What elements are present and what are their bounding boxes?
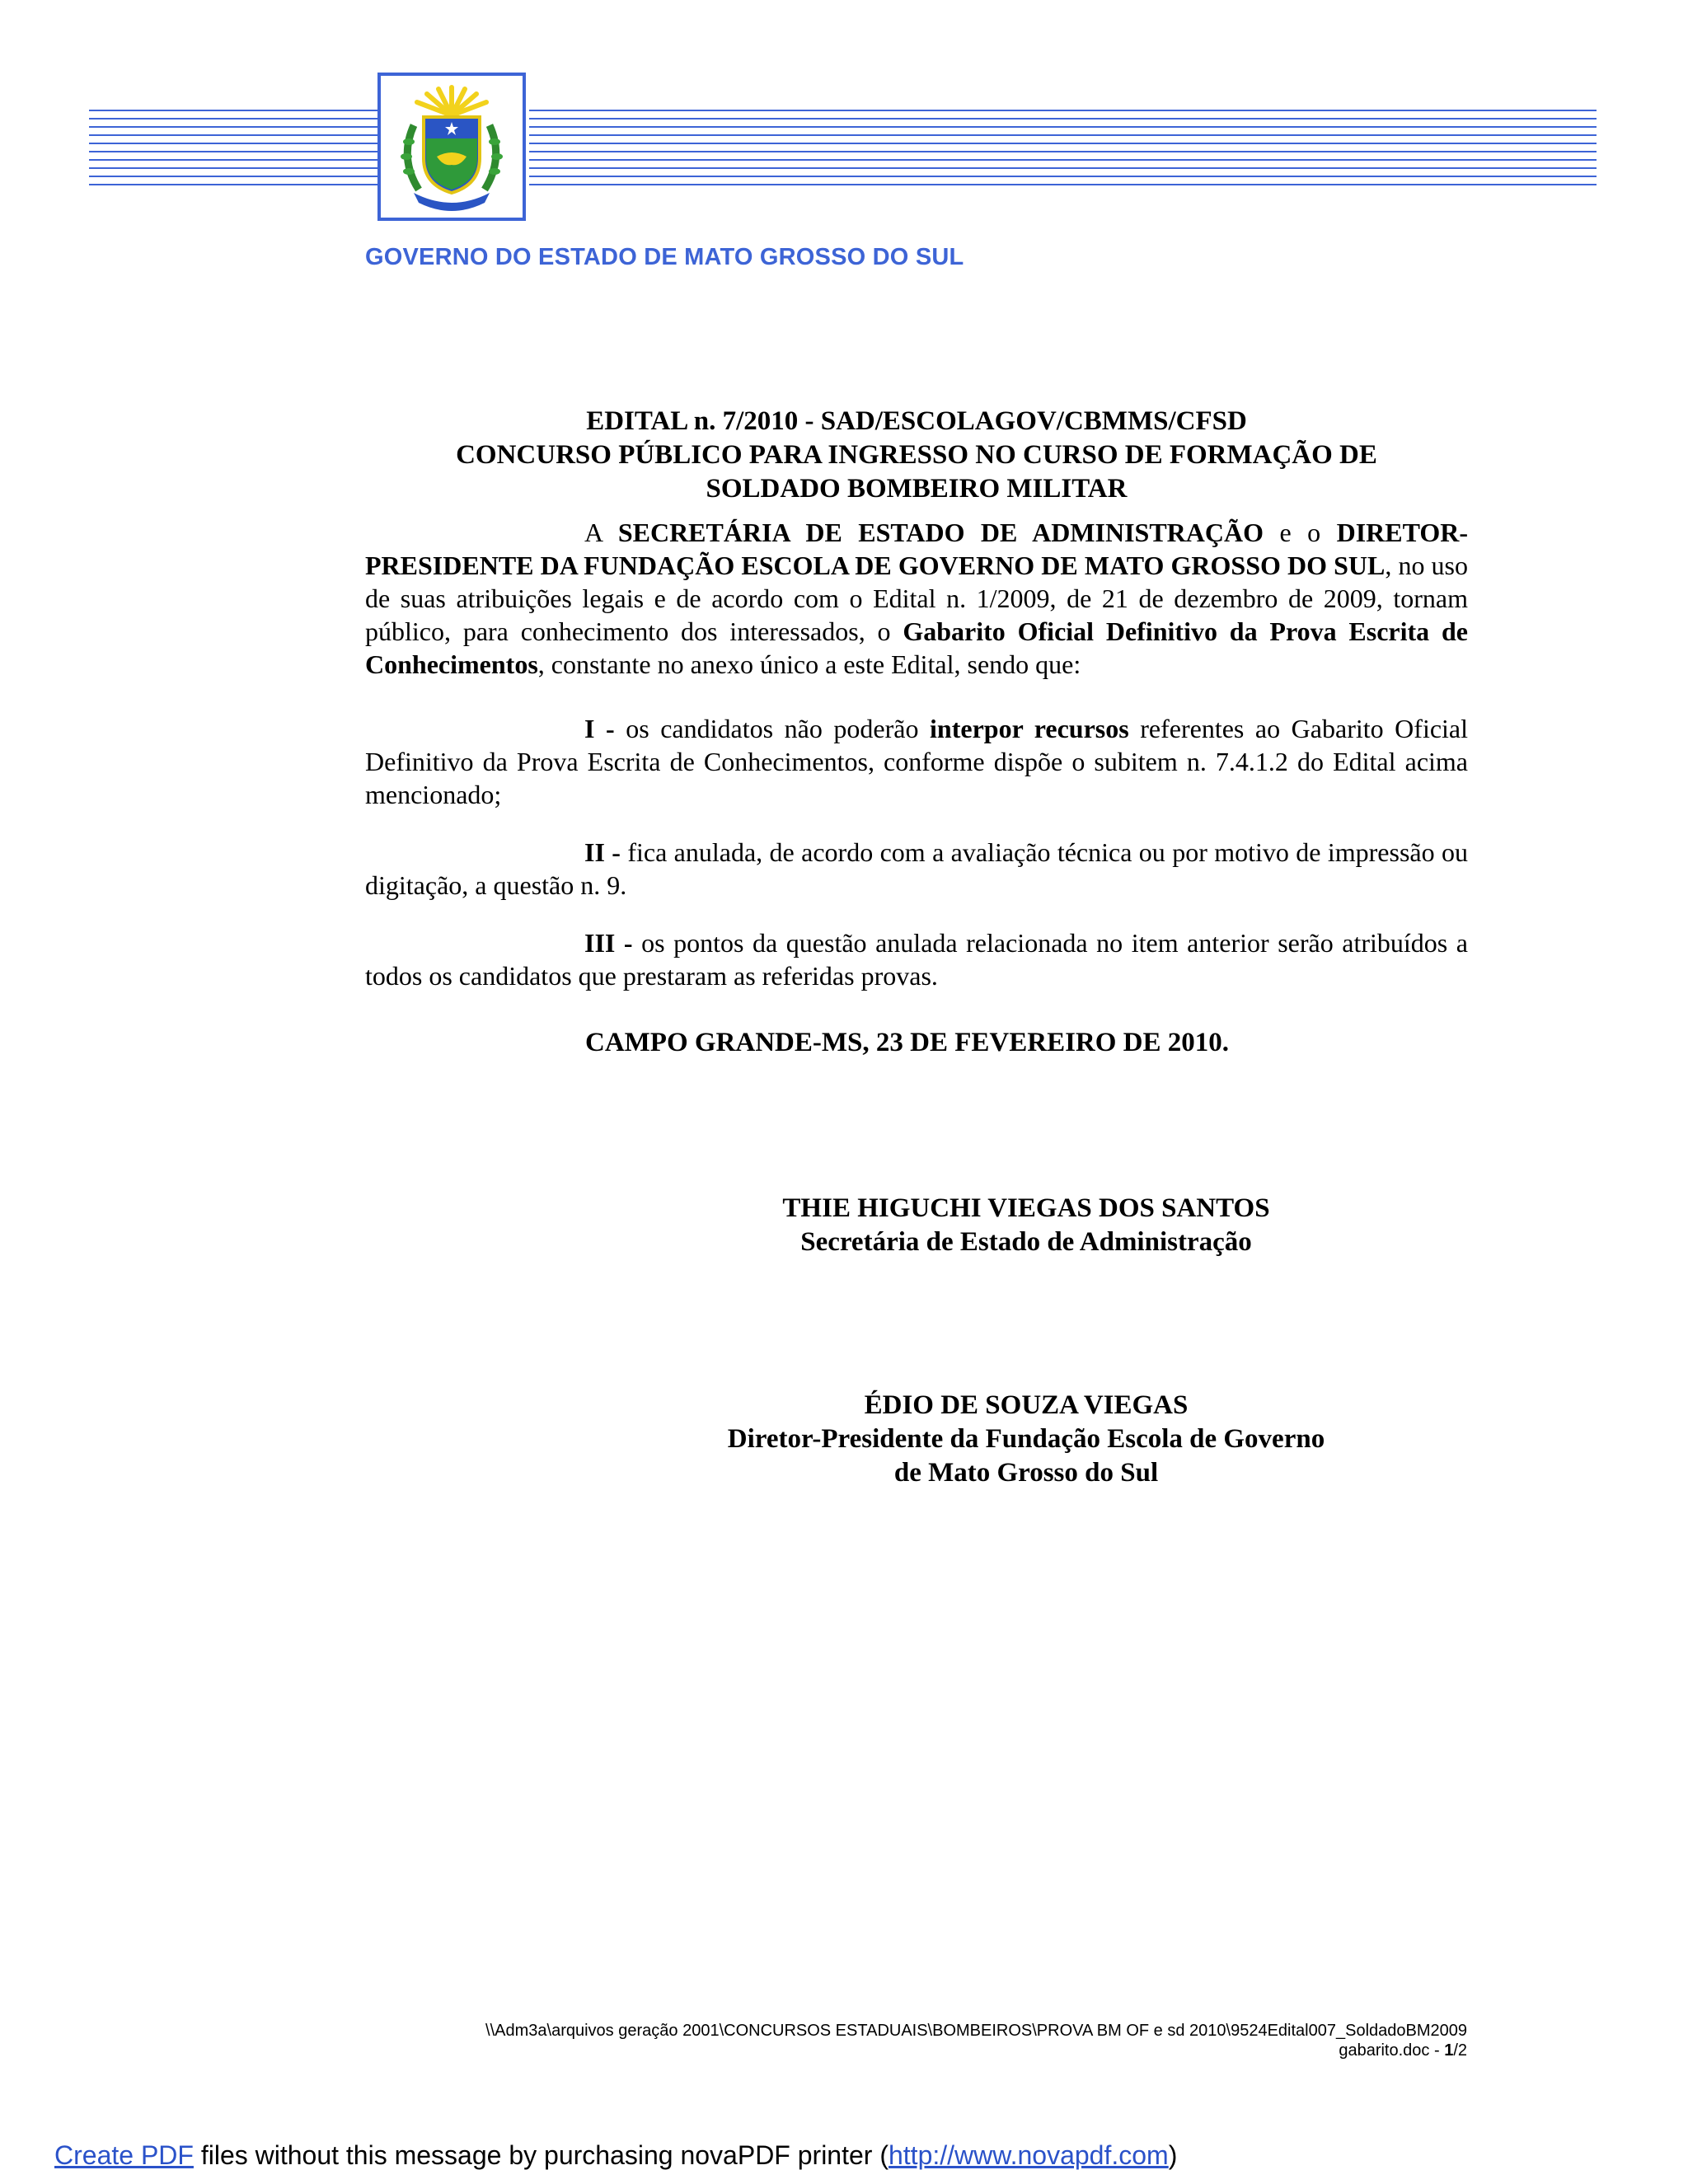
watermark-text: files without this message by purchasing novaPDF printer ( <box>193 2140 889 2170</box>
intro-text: e o <box>1263 518 1337 547</box>
signature-block-1 <box>717 1192 1335 1259</box>
item-2-paragraph <box>365 836 1468 902</box>
intro-bold: Gabarito Oficial Definitivo da Prova Escrita de Conhecimentos <box>365 616 1468 679</box>
footer-path-line: \\Adm3a\arquivos geração 2001\CONCURSOS ESTADUAIS\BOMBEIROS\PROVA BM OF e sd 2010\9524Edital007_SoldadoBM2009 <box>485 2022 1467 2040</box>
edital-title-line: SOLDADO BOMBEIRO MILITAR <box>706 474 1128 504</box>
edital-title-line: EDITAL n. 7/2010 - SAD/ESCOLAGOV/CBMMS/CFSD <box>586 406 1247 436</box>
signatory-role: Diretor-Presidente da Fundação Escola de Governo <box>727 1424 1325 1454</box>
edital-title <box>365 405 1468 506</box>
item-number: III - <box>584 928 633 958</box>
footer-page-total: /2 <box>1453 2041 1467 2060</box>
signatory-role: Secretária de Estado de Administração <box>800 1227 1252 1257</box>
edital-title-line: CONCURSO PÚBLICO PARA INGRESSO NO CURSO DE FORMAÇÃO DE <box>456 440 1377 470</box>
novapdf-url-link[interactable]: http://www.novapdf.com <box>888 2140 1169 2170</box>
signatory-name: THIE HIGUCHI VIEGAS DOS SANTOS <box>782 1193 1270 1223</box>
intro-text: A <box>584 518 618 547</box>
header-stripes-left <box>89 110 379 185</box>
date-line: CAMPO GRANDE-MS, 23 DE FEVEREIRO DE 2010. <box>585 1028 1230 1057</box>
footer-file-path <box>313 2021 1467 2060</box>
intro-paragraph <box>365 516 1468 681</box>
item-text: os pontos da questão anulada relacionada no item anterior serão atribuídos a todos os candidatos que prestaram as referidas provas. <box>365 928 1469 991</box>
item-text: referentes ao Gabarito Oficial Definitivo da Prova Escrita de Conhecimentos, conforme dispõe o subitem n. 7.4.1.2 do Edital acima mencionado; <box>365 714 1469 809</box>
intro-text: , no uso de suas atribuições legais e de acordo com o Edital n. 1/2009, de 21 de dezembro de 2009, tornam público, para conhecimento dos interessados, o <box>365 551 1469 646</box>
government-title: GOVERNO DO ESTADO DE MATO GROSSO DO SUL <box>365 244 964 270</box>
footer-filename: gabarito.doc - <box>1339 2041 1445 2060</box>
novapdf-watermark <box>54 2140 1177 2171</box>
header-stripes-right <box>529 110 1597 185</box>
item-bold: interpor recursos <box>930 714 1129 743</box>
coat-of-arms-icon <box>381 76 523 218</box>
item-1-paragraph <box>365 712 1468 811</box>
footer-path-line <box>313 2041 1467 2060</box>
intro-bold: SECRETÁRIA DE ESTADO DE ADMINISTRAÇÃO <box>617 518 1264 547</box>
crest-frame <box>377 73 526 221</box>
signature-block-2 <box>618 1389 1434 1490</box>
item-3-paragraph <box>365 926 1468 992</box>
signatory-role: de Mato Grosso do Sul <box>893 1458 1159 1488</box>
item-text: os candidatos não poderão <box>614 714 931 743</box>
create-pdf-link[interactable]: Create PDF <box>54 2140 194 2170</box>
item-text: fica anulada, de acordo com a avaliação técnica ou por motivo de impressão ou digitação, a questão n. 9. <box>365 837 1469 900</box>
item-number: I - <box>584 714 615 743</box>
item-number: II - <box>584 837 621 867</box>
watermark-text: ) <box>1168 2140 1178 2170</box>
footer-page-number: 1 <box>1444 2041 1454 2060</box>
intro-bold: DIRETOR-PRESIDENTE DA FUNDAÇÃO ESCOLA DE GOVERNO DE MATO GROSSO DO SUL <box>365 518 1469 580</box>
intro-text: , constante no anexo único a este Edital, sendo que: <box>537 649 1081 679</box>
signatory-name: ÉDIO DE SOUZA VIEGAS <box>864 1390 1189 1420</box>
